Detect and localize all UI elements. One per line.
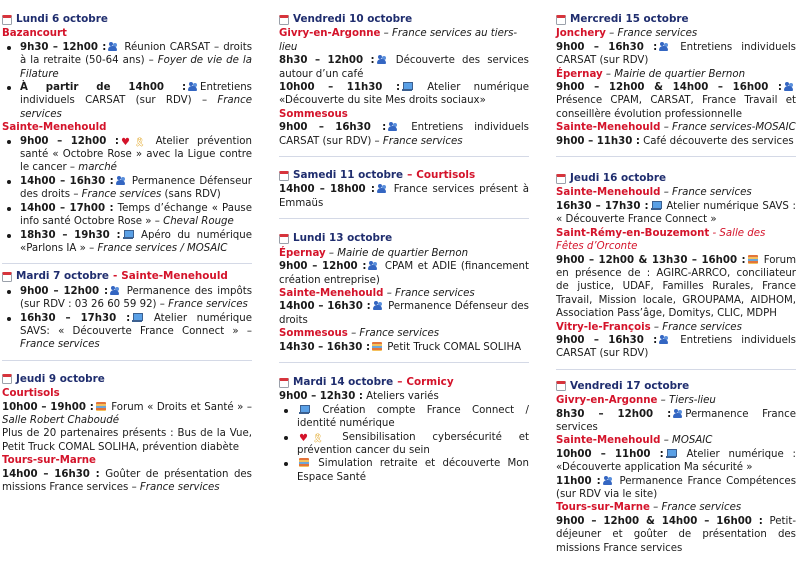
date-heading: Mercredi 15 octobre (556, 13, 796, 26)
calendar-icon (2, 15, 12, 25)
books-icon (372, 342, 382, 351)
people-icon (108, 42, 118, 51)
event-text: 9h00 – 16h30 : Entretiens individuels CARSAT (sur RDV) (556, 334, 796, 360)
event-text: 10h00 – 11h30 : Atelier numérique «Découverte du site Mes droits sociaux» (279, 82, 529, 107)
laptop-icon (666, 449, 676, 458)
event-item: 9h00 – 12h00 : Permanence des impôts (sur RDV : 03 26 60 59 92) – France services (2, 285, 252, 312)
location-line: Épernay – Mairie de quartier Bernon (556, 68, 746, 80)
event-text: 14h30 – 16h30 : Petit Truck COMAL SOLIHA (279, 341, 522, 353)
event-text: 9h00 – 11h30 : Café découverte des services (556, 135, 794, 147)
event-item: 16h30 – 17h30 : Atelier numérique SAVS: « Découverte France Connect » – France services (2, 312, 252, 352)
location-line: Sainte-Menehould – France services (556, 187, 752, 199)
event-text: 8h30 – 12h00 : Découverte des services autour d’un café (279, 55, 529, 80)
people-icon (377, 184, 387, 193)
event-item: Création compte France Connect / identité numérique (279, 404, 529, 431)
event-text: 9h00 – 12h00 & 14h00 – 16h00 : Petit-déjeuner et goûter de présentation des missions France services (556, 515, 797, 554)
date-heading: Lundi 13 octobre (279, 232, 529, 245)
books-icon (96, 402, 106, 411)
pink-ribbon-icon: 🎗 (133, 137, 146, 148)
event-text: 9h00 – 12h00 : CPAM et ADIE (financement création entreprise) (279, 261, 529, 286)
heart-icon: ♥ (120, 136, 130, 148)
location-name: Sainte-Menehould (2, 122, 107, 134)
location-line: Épernay – Mairie de quartier Bernon (279, 247, 469, 259)
people-icon (188, 82, 198, 91)
location-line: Sainte-Menehould – France services-MOSAIC (556, 122, 796, 134)
calendar-icon (556, 15, 566, 25)
column-3 (556, 0, 796, 563)
date-heading: Jeudi 9 octobre (2, 373, 252, 386)
event-item: 18h30 – 19h30 : Apéro du numérique «Parlons IA » – France services / MOSAIC (2, 229, 252, 256)
event-text: 9h00 – 16h30 : Entretiens individuels CARSAT (sur RDV) – France services (279, 122, 529, 147)
event-text: 11h00 : Permanence France Compétences (sur RDV via le site) (556, 475, 796, 500)
event-text: 9h00 – 12h00 & 13h30 – 16h00 : Forum en présence de : AGIRC-ARRCO, conciliateur de justice, UDAF, Familles Rurales, France Travail, Mission locale, GROUPAMA, AIDHOM, Association Pass’âge, Domitys, CLIC, MDPH (556, 254, 796, 320)
location-line: Sommesous – France services (279, 328, 440, 340)
location-line: Sainte-Menehould – MOSAIC (556, 435, 713, 447)
event-text: 9h00 – 12h00 & 14h00 – 16h00 : Présence CPAM, CARSAT, France Travail et conseillère évolution professionnelle (556, 82, 796, 120)
people-icon (116, 176, 126, 185)
date-heading: Mardi 7 octobre - Sainte-Menehould (2, 270, 252, 283)
calendar-icon (279, 15, 289, 25)
event-text: 10h00 – 11h00 : Atelier numérique : «Découverte application Ma sécurité » (556, 448, 796, 474)
event-item: 9h30 – 12h00 : Réunion CARSAT – droits à la retraite (50-64 ans) – Foyer de vie de la Filature (2, 41, 252, 81)
calendar-icon (2, 374, 12, 384)
location-line: Saint-Rémy-en-Bouzemont - Salle des Fêtes d’Orconte (556, 227, 766, 253)
location-name: Sommesous (279, 108, 348, 120)
location-line: Vitry-le-François – France services (556, 321, 742, 333)
day-block-mardi-7 (2, 264, 252, 360)
day-block-mercredi-15 (556, 0, 796, 157)
people-icon (659, 42, 669, 51)
day-block-lundi-6 (2, 0, 252, 264)
event-text: 14h00 – 18h00 : France services présent à Emmaüs (279, 184, 529, 209)
day-block-mardi-14 (279, 363, 529, 492)
event-item: À partir de 14h00 : Entretiens individuels CARSAT (sur RDV) – France services (2, 81, 252, 121)
event-list (2, 285, 252, 352)
location-line: Tours-sur-Marne – France services (556, 502, 742, 514)
date-heading: Samedi 11 octobre – Courtisols (279, 169, 529, 182)
location-line: Givry-en-Argonne – France services au tiers-lieu (279, 28, 518, 53)
people-icon (659, 335, 669, 344)
day-block-samedi-11 (279, 157, 529, 219)
location-name: Bazancourt (2, 28, 67, 40)
location-name: Courtisols (2, 388, 60, 400)
laptop-icon (299, 405, 309, 414)
people-icon (603, 476, 613, 485)
day-block-jeudi-16 (556, 157, 796, 370)
day-block-vendredi-17 (556, 370, 796, 563)
event-text: 14h00 – 16h30 : Goûter de présentation des missions France services – France services (2, 468, 252, 493)
people-icon (784, 82, 794, 91)
event-list (2, 135, 252, 256)
event-text: 16h30 – 17h30 : Atelier numérique SAVS : « Découverte France Connect » (556, 200, 796, 226)
day-block-vendredi-10 (279, 0, 529, 157)
date-heading: Vendredi 17 octobre (556, 380, 796, 393)
laptop-icon (123, 230, 133, 239)
event-item: ♥ 🎗 Sensibilisation cybersécurité et prévention cancer du sein (279, 431, 529, 458)
location-line: Givry-en-Argonne – Tiers-lieu (556, 395, 716, 407)
pink-ribbon-icon: 🎗 (311, 433, 324, 444)
event-text: 9h00 – 12h30 : Ateliers variés (279, 391, 439, 403)
calendar-icon (556, 174, 566, 184)
people-icon (388, 122, 398, 131)
event-text: 8h30 – 12h00 : Permanence France services (556, 408, 796, 433)
event-item: Simulation retraite et découverte Mon Espace Santé (279, 457, 529, 484)
people-icon (373, 301, 383, 310)
event-text: 14h00 – 16h30 : Permanence Défenseur des droits (279, 301, 529, 326)
location-line: Sainte-Menehould – France services (279, 287, 475, 299)
event-text: 10h00 – 19h00 : Forum « Droits et Santé » – Salle Robert Chaboudé (2, 401, 252, 426)
calendar-icon (279, 234, 289, 244)
date-heading: Lundi 6 octobre (2, 13, 252, 26)
people-icon (368, 261, 378, 270)
books-icon (748, 255, 758, 264)
books-icon (299, 458, 309, 467)
event-list (279, 404, 529, 484)
laptop-icon (651, 201, 661, 210)
event-item: 9h00 – 12h00 : ♥ 🎗 Atelier prévention santé « Octobre Rose » avec la Ligue contre le cancer – marché (2, 135, 252, 175)
laptop-icon (402, 82, 412, 91)
event-list (2, 41, 252, 121)
column-2 (279, 0, 529, 492)
event-item: 14h00 – 16h30 : Permanence Défenseur des droits – France services (sans RDV) (2, 175, 252, 202)
date-heading: Mardi 14 octobre – Cormicy (279, 376, 529, 389)
event-text: 9h00 – 16h30 : Entretiens individuels CARSAT (sur RDV) (556, 41, 796, 67)
date-heading: Vendredi 10 octobre (279, 13, 529, 26)
heart-icon: ♥ (299, 432, 308, 444)
calendar-icon (279, 171, 289, 181)
calendar-icon (2, 272, 12, 282)
date-heading: Jeudi 16 octobre (556, 172, 796, 185)
calendar-icon (556, 381, 566, 391)
laptop-icon (132, 313, 142, 322)
column-1 (2, 0, 252, 502)
people-icon (377, 55, 387, 64)
people-icon (673, 409, 683, 418)
location-name: Tours-sur-Marne (2, 455, 96, 467)
event-item: 14h00 – 17h00 : Temps d’échange « Pause info santé Octobre Rose » – Cheval Rouge (2, 202, 252, 229)
day-block-lundi-13 (279, 219, 529, 363)
event-text: Plus de 20 partenaires présents : Bus de la Vue, Petit Truck COMAL SOLIHA, prévention diabète (2, 428, 252, 453)
people-icon (110, 286, 120, 295)
calendar-icon (279, 378, 289, 388)
location-line: Jonchery – France services (556, 28, 698, 40)
day-block-jeudi-9 (2, 361, 252, 503)
